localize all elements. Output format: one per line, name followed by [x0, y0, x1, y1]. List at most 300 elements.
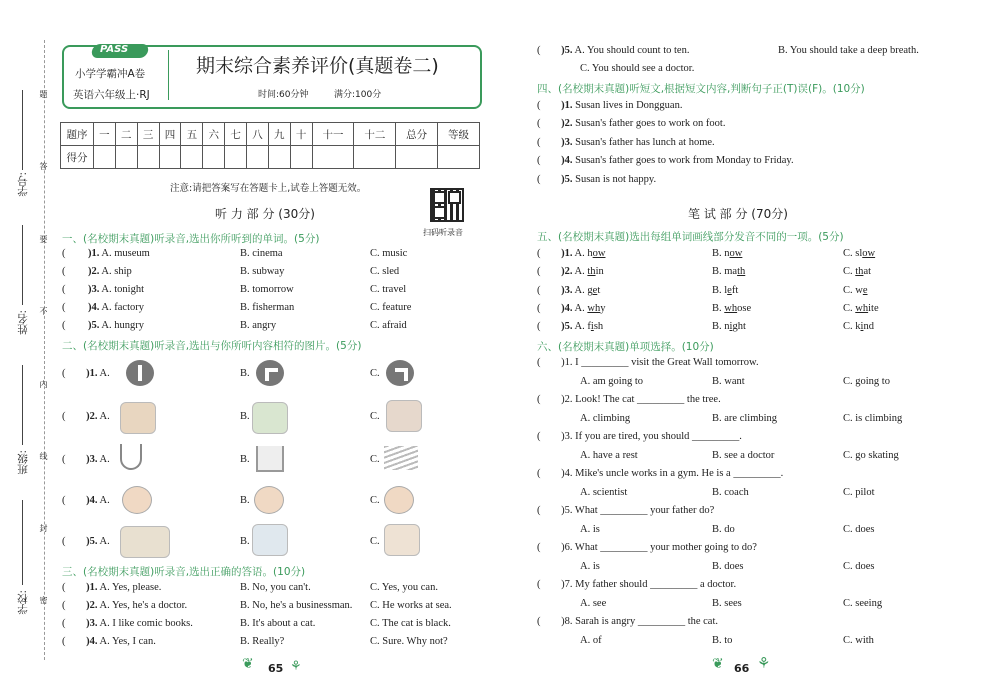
- section4-text: 听短文,根据短文内容,判断句子正(T)误(F)。(10分): [629, 83, 865, 95]
- s3-item: ( )2. A. Yes, he's a doctor.: [62, 600, 188, 611]
- section3-text: 听录音,选出正确的答语。(10分): [154, 566, 306, 578]
- s1-item-num: [88, 284, 144, 295]
- word-part: A. g: [574, 285, 593, 296]
- s6-option-b[interactable]: B. coach: [712, 487, 749, 498]
- s3-option-c[interactable]: C. The cat is black.: [370, 618, 451, 629]
- s6-option-a[interactable]: A. see: [580, 598, 607, 609]
- turn-right-sign-icon[interactable]: [386, 360, 414, 386]
- s1-option-c[interactable]: C. sled: [370, 266, 400, 277]
- s2-label-b: B.: [240, 536, 250, 547]
- s2-label-a: A.: [99, 454, 110, 465]
- s4-num: )2.: [561, 118, 573, 129]
- score-cell: 题序: [61, 123, 94, 146]
- s3-option-b[interactable]: B. Really?: [240, 636, 285, 647]
- side-line-xuexiao: [22, 500, 23, 585]
- s6-option-c[interactable]: C. seeing: [843, 598, 883, 609]
- side-line-xingming: [22, 225, 23, 305]
- s6-question: ( )7. My father should _________ a doctor.: [537, 579, 737, 590]
- s6-option-c[interactable]: C. is climbing: [843, 413, 903, 424]
- s6-question-text: )2. Look! The cat _________ the tree.: [561, 394, 721, 405]
- side-label-xuehao: 学号:: [17, 172, 29, 197]
- family-picture[interactable]: [120, 526, 170, 558]
- s1-item: (: [62, 320, 66, 331]
- section3-tag: 三、(名校期末真题): [62, 566, 155, 578]
- section5-tag: 五、(名校期末真题): [537, 231, 630, 243]
- word-part: y: [600, 303, 606, 314]
- header-divider: [168, 50, 169, 100]
- score-cell: 三: [137, 123, 159, 146]
- underlined-part: ow: [592, 248, 606, 259]
- word-part: B.: [712, 303, 725, 314]
- s6-question-text: )8. Sarah is angry _________ the cat.: [561, 616, 719, 627]
- s1-option-c[interactable]: C. music: [370, 248, 408, 259]
- running-boy-picture[interactable]: [120, 402, 156, 434]
- s6-option-b[interactable]: B. are climbing: [712, 413, 778, 424]
- underlined-part: ow: [729, 248, 743, 259]
- reading-girl-picture[interactable]: [386, 400, 422, 432]
- score-input-cell[interactable]: [247, 146, 269, 169]
- s4-statement: Susan's father goes to work on foot.: [575, 118, 726, 129]
- qr-code[interactable]: [430, 188, 464, 222]
- s5-option-a[interactable]: [575, 248, 606, 259]
- s5-option-b[interactable]: [712, 266, 745, 277]
- s5-option-c[interactable]: [843, 285, 868, 296]
- s6-question: ( )8. Sarah is angry _________ the cat.: [537, 616, 719, 627]
- underlined-part: th: [737, 266, 746, 277]
- side-label-banji: 班级:: [17, 450, 29, 475]
- s1-item: (: [62, 302, 66, 313]
- underlined-part: th: [855, 266, 864, 277]
- underlined-part: wh: [587, 303, 601, 314]
- word-part: A.: [574, 303, 588, 314]
- word-part: A.: [574, 266, 588, 277]
- word-part: nd: [863, 321, 874, 332]
- s1-num: )3.: [88, 284, 100, 295]
- boy-in-tub-picture[interactable]: [252, 524, 288, 556]
- s5-item: ( )3. A. get: [537, 285, 601, 296]
- score-cell: 十一: [312, 123, 354, 146]
- s5-item: ( )1. A. how: [537, 248, 606, 259]
- score-input-cell[interactable]: [354, 146, 396, 169]
- logo-text: PASS: [100, 44, 129, 55]
- side-label-xuexiao: 学校:: [17, 590, 29, 615]
- s1-option-b[interactable]: B. fisherman: [240, 302, 295, 313]
- word-part: A. f: [574, 321, 591, 332]
- s3-item: ( )5. A. You should count to ten.: [537, 45, 690, 56]
- s6-option-c[interactable]: C. going to: [843, 376, 890, 387]
- s3-item: ( )3. A. I like comic books.: [62, 618, 193, 629]
- s3-num: )3.: [86, 618, 98, 629]
- score-cell: 四: [159, 123, 181, 146]
- s5-option-c[interactable]: [843, 303, 879, 314]
- s5-option-c[interactable]: [843, 321, 874, 332]
- section4-heading: [537, 81, 865, 96]
- word-part: ft: [731, 285, 739, 296]
- s6-option-c[interactable]: C. does: [843, 561, 875, 572]
- score-cell: 等级: [438, 123, 480, 146]
- s6-question: ( )3. If you are tired, you should _________.: [537, 431, 742, 442]
- score-cell: 十: [290, 123, 312, 146]
- s5-option-b[interactable]: [712, 303, 751, 314]
- side-label-xingming: 姓名:: [17, 310, 29, 335]
- s1-item: (: [62, 266, 66, 277]
- s2-label-b: B.: [240, 411, 250, 422]
- score-input-cell[interactable]: [396, 146, 438, 169]
- sprout-icon: ⚘: [290, 658, 302, 673]
- underlined-part: e: [862, 285, 868, 296]
- plant-icon: ❦: [712, 657, 724, 672]
- s4-statement: Susan's father goes to work from Monday to Friday.: [575, 155, 794, 166]
- beach-picture[interactable]: [252, 402, 288, 434]
- s1-option-c[interactable]: C. feature: [370, 302, 412, 313]
- section4-tag: 四、(名校期末真题): [537, 83, 630, 95]
- score-input-cell[interactable]: [203, 146, 225, 169]
- s1-num: )4.: [88, 302, 100, 313]
- s6-option-a[interactable]: A. is: [580, 561, 600, 572]
- s1-option-a[interactable]: A. factory: [101, 302, 144, 313]
- score-input-cell[interactable]: [137, 146, 159, 169]
- s6-option-b[interactable]: B. do: [712, 524, 735, 535]
- s5-option-a[interactable]: [575, 321, 604, 332]
- s3-option-a[interactable]: A. Yes, please.: [99, 582, 162, 593]
- s6-question-text: )3. If you are tired, you should _________.: [561, 431, 742, 442]
- underlined-part: i: [590, 321, 594, 332]
- s3-item: ( )1. A. Yes, please.: [62, 582, 162, 593]
- s5-option-b[interactable]: [712, 321, 746, 332]
- s1-item-num: [88, 320, 144, 331]
- score-input-cell[interactable]: [181, 146, 203, 169]
- listening-part-title: 听 力 部 分 (30分): [215, 207, 315, 221]
- s2-item: ( )3. A.: [62, 454, 110, 465]
- lab-beaker-icon[interactable]: [256, 446, 284, 472]
- s6-question-text: )6. What _________ your mother going to do?: [561, 542, 757, 553]
- s2-num: )5.: [86, 536, 98, 547]
- s3-option-c[interactable]: C. You should see a doctor.: [580, 63, 695, 74]
- word-part: ose: [737, 303, 752, 314]
- s1-item-num: [88, 302, 144, 313]
- s2-num: )2.: [86, 411, 98, 422]
- section1-tag: 一、(名校期末真题): [62, 233, 155, 245]
- series-name: 小学学霸冲A卷: [75, 68, 146, 80]
- s3-option-c[interactable]: C. Sure. Why not?: [370, 636, 448, 647]
- notice: 注意:请把答案写在答题卡上,试卷上答题无效。: [170, 183, 367, 194]
- s1-option-c[interactable]: C. afraid: [370, 320, 407, 331]
- s2-item: ( )4. A.: [62, 495, 110, 506]
- side-mark-nei: 内: [39, 380, 48, 388]
- s1-option-a[interactable]: A. tonight: [101, 284, 145, 295]
- arrow-right-icon: [395, 368, 408, 381]
- score-cell: 总分: [396, 123, 438, 146]
- s6-question: ( )5. What _________ your father do?: [537, 505, 715, 516]
- word-part: B. ma: [712, 266, 738, 277]
- score-row-label: 得分: [61, 146, 94, 169]
- s3-option-b[interactable]: B. You should take a deep breath.: [778, 45, 919, 56]
- s1-option-b[interactable]: B. subway: [240, 266, 285, 277]
- s2-label-b: B.: [240, 368, 250, 379]
- section2-tag: 二、(名校期末真题): [62, 340, 155, 352]
- side-mark-mi: 密: [39, 596, 48, 604]
- s3-option-c[interactable]: C. Yes, you can.: [370, 582, 438, 593]
- s2-label-c: C.: [370, 536, 380, 547]
- arrow-left-icon: [265, 368, 278, 381]
- section3-heading: [62, 564, 305, 579]
- s2-label-b: B.: [240, 495, 250, 506]
- s6-option-a[interactable]: A. climbing: [580, 413, 631, 424]
- exam-time: 时间:60分钟: [258, 90, 309, 100]
- section5-heading: [537, 229, 844, 244]
- painter-picture[interactable]: [384, 524, 420, 556]
- s4-item: ( )4. Susan's father goes to work from Monday to Friday.: [537, 155, 794, 166]
- side-mark-da: 答: [39, 162, 48, 170]
- s1-item-num: [88, 248, 150, 259]
- word-part: C. k: [843, 321, 861, 332]
- s6-option-c[interactable]: C. go skating: [843, 450, 899, 461]
- s5-option-c[interactable]: [843, 248, 875, 259]
- s2-label-c: C.: [370, 495, 380, 506]
- straight-sign-icon[interactable]: [126, 360, 154, 386]
- section6-heading: [537, 339, 714, 354]
- s2-label-a: A.: [99, 495, 110, 506]
- word-part: ite: [868, 303, 879, 314]
- binding-line: [44, 40, 45, 660]
- word-part: A. h: [574, 248, 593, 259]
- s4-statement: Susan is not happy.: [575, 174, 657, 185]
- s5-num: )3.: [561, 285, 573, 296]
- word-part: C.: [843, 303, 856, 314]
- s6-question: ( )6. What _________ your mother going to do?: [537, 542, 757, 553]
- s6-option-a[interactable]: A. is: [580, 524, 600, 535]
- s4-statement: Susan lives in Dongguan.: [575, 100, 683, 111]
- side-mark-xian: 线: [39, 452, 48, 460]
- ocean-wave-icon[interactable]: [384, 446, 418, 470]
- section2-heading: [62, 338, 361, 353]
- sprout-icon: ⚘: [757, 656, 771, 672]
- qr-caption: 扫码听录音: [423, 228, 463, 237]
- s5-item: ( )4. A. why: [537, 303, 606, 314]
- s2-item: ( )1. A.: [62, 368, 110, 379]
- score-cell: 五: [181, 123, 203, 146]
- s6-option-c[interactable]: C. pilot: [843, 487, 875, 498]
- side-mark-yao: 要: [39, 235, 48, 243]
- s1-item: (: [62, 284, 66, 295]
- s4-num: )4.: [561, 155, 573, 166]
- s2-label-c: C.: [370, 454, 380, 465]
- score-input-cell[interactable]: [159, 146, 181, 169]
- word-part: at: [863, 266, 872, 277]
- word-part: C. sl: [843, 248, 863, 259]
- s3-option-b[interactable]: B. No, you can't.: [240, 582, 311, 593]
- word-part: B. l: [712, 285, 728, 296]
- s6-question: ( )2. Look! The cat _________ the tree.: [537, 394, 721, 405]
- s3-num: )2.: [86, 600, 98, 611]
- underlined-part: wh: [855, 303, 869, 314]
- s2-label-c: C.: [370, 368, 380, 379]
- s6-question-text: )4. Mike's uncle works in a gym. He is a _________.: [561, 468, 784, 479]
- s1-option-c[interactable]: C. travel: [370, 284, 407, 295]
- score-table-header-row: [61, 123, 480, 146]
- s5-option-c[interactable]: [843, 266, 871, 277]
- page-number-right: 66: [734, 662, 750, 675]
- score-cell: 七: [225, 123, 247, 146]
- s6-option-b[interactable]: B. sees: [712, 598, 742, 609]
- s1-num: )1.: [88, 248, 100, 259]
- s6-question-text: )5. What _________ your father do?: [561, 505, 715, 516]
- score-input-cell[interactable]: [312, 146, 354, 169]
- writing-part-title: 笔 试 部 分 (70分): [688, 207, 788, 221]
- s6-option-a[interactable]: A. scientist: [580, 487, 628, 498]
- qr-corner-icon: [448, 191, 461, 204]
- s3-option-b[interactable]: B. It's about a cat.: [240, 618, 316, 629]
- score-cell: 九: [268, 123, 290, 146]
- s2-item: ( )2. A.: [62, 411, 110, 422]
- s3-option-a[interactable]: A. Yes, I can.: [99, 636, 156, 647]
- s5-item: ( )2. A. thin: [537, 266, 604, 277]
- s2-num: )4.: [86, 495, 98, 506]
- section6-text: 单项选择。(10分): [629, 341, 714, 353]
- qr-corner-icon: [433, 206, 446, 219]
- word-part: ght: [732, 321, 746, 332]
- s3-item: ( )4. A. Yes, I can.: [62, 636, 156, 647]
- s3-option-a[interactable]: A. Yes, he's a doctor.: [99, 600, 188, 611]
- s6-option-a[interactable]: A. have a rest: [580, 450, 638, 461]
- side-line-banji: [22, 365, 23, 445]
- s1-option-a[interactable]: A. ship: [101, 266, 132, 277]
- word-part: C.: [843, 266, 856, 277]
- s2-num: )3.: [86, 454, 98, 465]
- s5-option-b[interactable]: [712, 248, 742, 259]
- word-part: sh: [593, 321, 604, 332]
- underlined-part: i: [729, 321, 733, 332]
- s5-item: ( )5. A. fish: [537, 321, 604, 332]
- score-input-cell[interactable]: [290, 146, 312, 169]
- s1-num: )2.: [88, 266, 100, 277]
- s1-item-num: [88, 266, 132, 277]
- word-part: in: [595, 266, 604, 277]
- stethoscope-icon[interactable]: [120, 444, 142, 470]
- s6-option-b[interactable]: B. want: [712, 376, 745, 387]
- s3-option-c[interactable]: C. He works at sea.: [370, 600, 452, 611]
- score-input-cell[interactable]: [438, 146, 480, 169]
- score-input-cell[interactable]: [94, 146, 116, 169]
- s2-label-a: A.: [99, 411, 110, 422]
- s6-option-a[interactable]: A. am going to: [580, 376, 643, 387]
- s4-item: ( )2. Susan's father goes to work on foot.: [537, 118, 726, 129]
- s5-num: )4.: [561, 303, 573, 314]
- section6-tag: 六、(名校期末真题): [537, 341, 630, 353]
- s1-option-b[interactable]: B. tomorrow: [240, 284, 294, 295]
- s5-num: )2.: [561, 266, 573, 277]
- s5-num: )1.: [561, 248, 573, 259]
- s3-num: )4.: [86, 636, 98, 647]
- score-input-cell[interactable]: [115, 146, 137, 169]
- underlined-part: th: [587, 266, 596, 277]
- s6-question-text: )1. I _________ visit the Great Wall tomorrow.: [561, 357, 759, 368]
- exam-full-score: 满分:100分: [334, 90, 382, 100]
- s4-num: )3.: [561, 137, 573, 148]
- s6-option-a[interactable]: A. of: [580, 635, 602, 646]
- s4-statement: Susan's father has lunch at home.: [575, 137, 715, 148]
- s1-option-b[interactable]: B. cinema: [240, 248, 283, 259]
- underlined-part: i: [860, 321, 864, 332]
- s3-num: )5.: [561, 45, 573, 56]
- score-cell: 八: [247, 123, 269, 146]
- s6-option-c[interactable]: C. with: [843, 635, 874, 646]
- underlined-part: e: [727, 285, 732, 296]
- score-cell: 六: [203, 123, 225, 146]
- score-input-cell[interactable]: [268, 146, 290, 169]
- s1-option-a[interactable]: A. museum: [101, 248, 150, 259]
- plant-icon: ❦: [242, 657, 254, 672]
- score-table-input-row: [61, 146, 480, 169]
- s5-num: )5.: [561, 321, 573, 332]
- grade-label: 英语六年级上·RJ: [73, 89, 150, 101]
- s1-num: )5.: [88, 320, 100, 331]
- s6-option-b[interactable]: B. to: [712, 635, 733, 646]
- sad-boy-face[interactable]: [254, 486, 284, 514]
- s3-option-a[interactable]: A. You should count to ten.: [574, 45, 690, 56]
- word-part: C. w: [843, 285, 863, 296]
- word-part: t: [597, 285, 601, 296]
- turn-left-sign-icon[interactable]: [256, 360, 284, 386]
- s6-question-text: )7. My father should _________ a doctor.: [561, 579, 737, 590]
- side-mark-ti: 题: [39, 90, 48, 98]
- s5-option-a[interactable]: [575, 303, 606, 314]
- word-part: B. n: [712, 248, 730, 259]
- s1-option-b[interactable]: B. angry: [240, 320, 277, 331]
- s6-option-c[interactable]: C. does: [843, 524, 875, 535]
- s5-option-a[interactable]: [575, 285, 601, 296]
- underlined-part: ow: [862, 248, 876, 259]
- underlined-part: e: [592, 285, 598, 296]
- s3-option-b[interactable]: B. No, he's a businessman.: [240, 600, 353, 611]
- s4-item: ( )5. Susan is not happy.: [537, 174, 657, 185]
- s4-item: ( )3. Susan's father has lunch at home.: [537, 137, 715, 148]
- s2-label-a: A.: [99, 368, 110, 379]
- score-table: [60, 122, 480, 169]
- side-line-xuehao: [22, 90, 23, 170]
- s4-item: ( )1. Susan lives in Dongguan.: [537, 100, 683, 111]
- s2-label-c: C.: [370, 411, 380, 422]
- underlined-part: wh: [724, 303, 738, 314]
- arrow-up-icon: [138, 365, 142, 381]
- score-cell: 一: [94, 123, 116, 146]
- s2-label-b: B.: [240, 454, 250, 465]
- s2-num: )1.: [86, 368, 98, 379]
- score-cell: 二: [115, 123, 137, 146]
- score-cell: 十二: [354, 123, 396, 146]
- happy-boy-face[interactable]: [384, 486, 414, 514]
- word-part: B. n: [712, 321, 730, 332]
- side-mark-feng: 封: [39, 524, 48, 532]
- score-input-cell[interactable]: [225, 146, 247, 169]
- s6-question: ( )1. I _________ visit the Great Wall tomorrow.: [537, 357, 759, 368]
- s2-label-a: A.: [99, 536, 110, 547]
- section1-text: 听录音,选出你所听到的单词。(5分): [154, 233, 320, 245]
- exam-title: 期末综合素养评价(真题卷二): [196, 55, 439, 77]
- s5-option-b[interactable]: [712, 285, 738, 296]
- qr-corner-icon: [433, 191, 446, 204]
- s6-option-b[interactable]: B. see a doctor: [712, 450, 775, 461]
- section1-heading: [62, 231, 319, 246]
- s3-num: )1.: [86, 582, 98, 593]
- s4-num: )1.: [561, 100, 573, 111]
- s6-option-b[interactable]: B. does: [712, 561, 744, 572]
- s1-item: (: [62, 248, 66, 259]
- s3-option-a[interactable]: A. I like comic books.: [99, 618, 193, 629]
- s5-option-a[interactable]: [575, 266, 604, 277]
- s1-option-a[interactable]: A. hungry: [101, 320, 145, 331]
- angry-boy-face[interactable]: [122, 486, 152, 514]
